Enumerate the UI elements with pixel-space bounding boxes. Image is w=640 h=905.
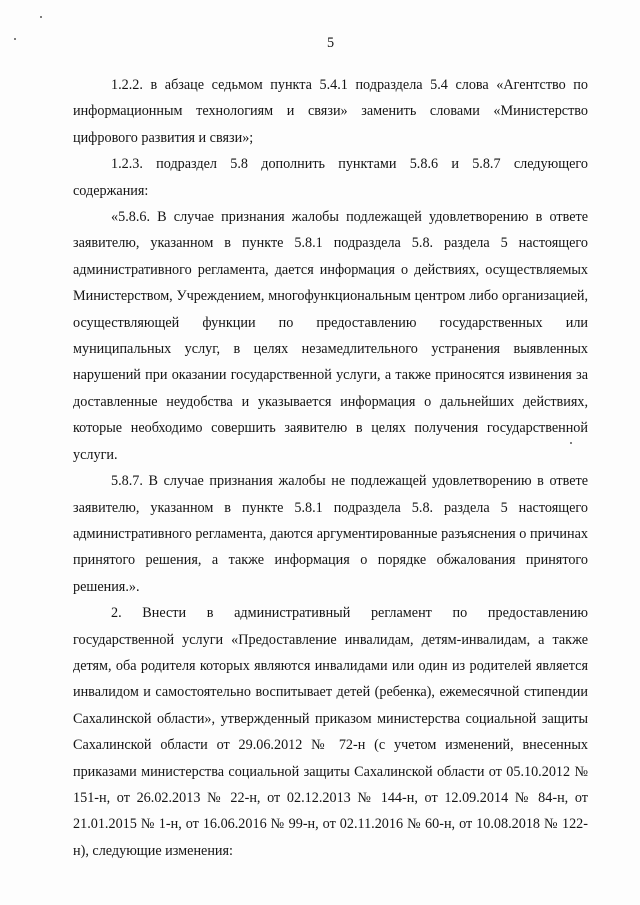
- scan-speck: [570, 442, 572, 444]
- paragraph-5-8-6: «5.8.6. В случае признания жалобы подлежащей удовлетворению в ответе заявителю, указанном в пункте 5.8.1 подраздела 5.8. раздела 5 настоящего административного регламента, дается информация о действиях, осуществляемых Министерством, Учреждением, многофункциональным центром либо организацией, осуществляющей функции по предоставлению государственных или муниципальных услуг, в целях незамедлительного устранения выявленных нарушений при оказании государственной услуги, а также приносятся извинения за доставленные неудобства и указывается информация о дальнейших действиях, которые необходимо совершить заявителю в целях получения государственной услуги.: [73, 209, 588, 463]
- paragraph-5-8-7: 5.8.7. В случае признания жалобы не подлежащей удовлетворению в ответе заявителю, указанном в пункте 5.8.1 подраздела 5.8. раздела 5 настоящего административного регламента, даются аргументированные разъяснения о причинах принятого решения, а также информация о порядке обжалования принятого решения.».: [73, 473, 588, 595]
- paragraph-2: 2. Внести в административный регламент по предоставлению государственной услуги «Предоставление инвалидам, детям-инвалидам, а также детям, оба родителя которых являются инвалидами или один из родителей является инвалидом и самостоятельно воспитывает детей (ребенка), ежемесячной стипендии Сахалинской области», утвержденный приказом министерства социальной защиты Сахалинской области от 29.06.2012 № 72-н (с учетом изменений, внесенных приказами министерства социальной защиты Сахалинской области от 05.10.2012 № 151-н, от 26.02.2013 № 22-н, от 02.12.2013 № 144-н, от 12.09.2014 № 84-н, от 21.01.2015 № 1-н, от 16.06.2016 № 99-н, от 02.11.2016 № 60-н, от 10.08.2018 № 122-н), следующие изменения:: [73, 605, 588, 859]
- scan-speck: [14, 38, 16, 40]
- paragraph-1-2-2: 1.2.2. в абзаце седьмом пункта 5.4.1 подраздела 5.4 слова «Агентство по информационным технологиям и связи» заменить словами «Министерство цифрового развития и связи»;: [73, 77, 588, 146]
- page-number: 5: [326, 35, 335, 51]
- scan-speck: [40, 16, 42, 18]
- paragraph-1-2-3: 1.2.3. подраздел 5.8 дополнить пунктами 5.8.6 и 5.8.7 следующего содержания:: [73, 156, 588, 199]
